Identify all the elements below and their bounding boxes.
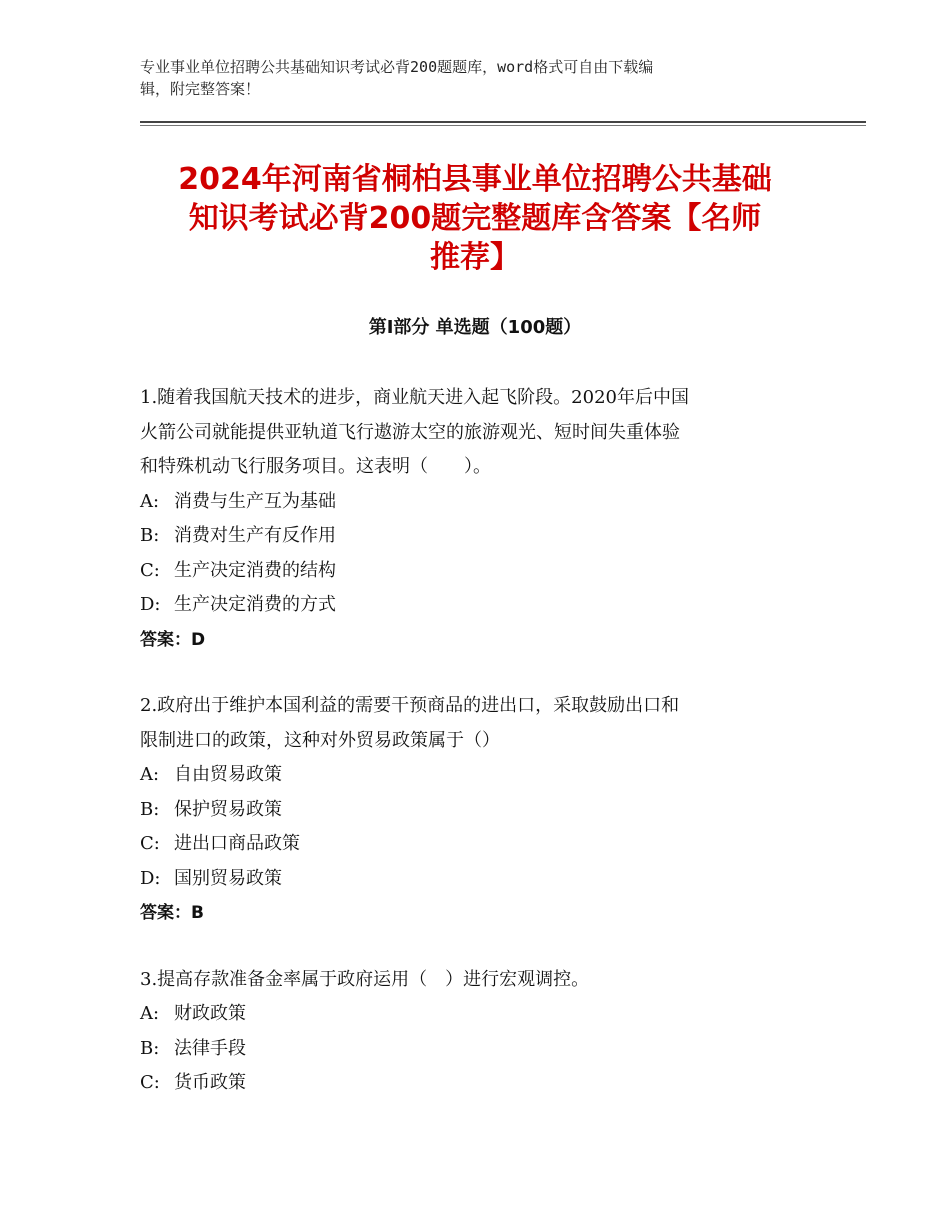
question-2-stem-line-1: 2.政府出于维护本国利益的需要干预商品的进出口，采取鼓励出口和 <box>140 695 680 716</box>
header-note-line-1: 专业事业单位招聘公共基础知识考试必背200题题库，word格式可自由下载编 <box>140 58 654 76</box>
question-1-option-b <box>140 519 810 554</box>
option-key: D: <box>140 867 161 889</box>
question-2-stem-line-2: 限制进口的政策，这种对外贸易政策属于（） <box>140 729 500 751</box>
option-key: B: <box>140 525 160 546</box>
option-key: C: <box>140 833 160 854</box>
question-2-option-c <box>140 827 810 862</box>
question-3-option-c <box>140 1066 810 1101</box>
question-1 <box>140 381 810 657</box>
option-key: A: <box>140 490 160 512</box>
question-1-option-c <box>140 554 810 589</box>
option-text: 生产决定消费的方式 <box>174 594 336 615</box>
question-3-option-b <box>140 1032 810 1067</box>
question-3-stem-line-1: 3.提高存款准备金率属于政府运用（ ）进行宏观调控。 <box>140 968 590 990</box>
option-text: 自由贸易政策 <box>174 764 282 785</box>
option-key: C: <box>140 1072 160 1093</box>
header-note <box>140 56 800 100</box>
option-key: A: <box>140 764 160 785</box>
question-2-option-d <box>140 862 810 897</box>
question-1-stem-line-3: 和特殊机动飞行服务项目。这表明（ ）。 <box>140 456 491 477</box>
document-title-line-2: 知识考试必背200题完整题库含答案【名师 <box>188 201 762 236</box>
header-note-line-2: 辑，附完整答案！ <box>140 80 261 98</box>
option-key: C: <box>140 559 160 581</box>
header-rule-thin <box>140 125 866 126</box>
option-key: A: <box>140 1003 160 1024</box>
question-2-option-b <box>140 793 810 828</box>
question-2-answer: 答案：B <box>140 903 204 923</box>
option-key: D: <box>140 594 161 615</box>
question-3 <box>140 963 810 1101</box>
section-title: 第Ⅰ部分 单选题（100题） <box>368 317 582 338</box>
question-2 <box>140 689 810 931</box>
option-text: 生产决定消费的结构 <box>174 559 336 581</box>
option-text: 法律手段 <box>174 1037 246 1059</box>
header-rule-thick <box>140 121 866 123</box>
document-title <box>130 160 820 277</box>
question-1-stem-line-1: 1.随着我国航天技术的进步，商业航天进入起飞阶段。2020年后中国 <box>140 387 689 408</box>
question-1-option-a <box>140 485 810 520</box>
option-text: 进出口商品政策 <box>174 833 300 854</box>
document-title-line-3: 推荐】 <box>430 240 520 275</box>
question-1-option-d <box>140 588 810 623</box>
question-2-option-a <box>140 758 810 793</box>
question-1-stem-line-2: 火箭公司就能提供亚轨道飞行遨游太空的旅游观光、短时间失重体验 <box>140 421 680 443</box>
question-list <box>140 381 810 1133</box>
document-title-line-1: 2024年河南省桐柏县事业单位招聘公共基础 <box>178 162 772 197</box>
option-key: B: <box>140 1037 160 1059</box>
question-1-answer: 答案：D <box>140 629 206 650</box>
option-text: 消费与生产互为基础 <box>174 490 336 512</box>
option-text: 国别贸易政策 <box>174 867 282 889</box>
option-text: 消费对生产有反作用 <box>174 525 336 546</box>
option-text: 保护贸易政策 <box>174 798 282 820</box>
option-text: 财政政策 <box>174 1003 246 1024</box>
option-key: B: <box>140 798 160 820</box>
question-3-option-a <box>140 997 810 1032</box>
option-text: 货币政策 <box>174 1072 246 1093</box>
